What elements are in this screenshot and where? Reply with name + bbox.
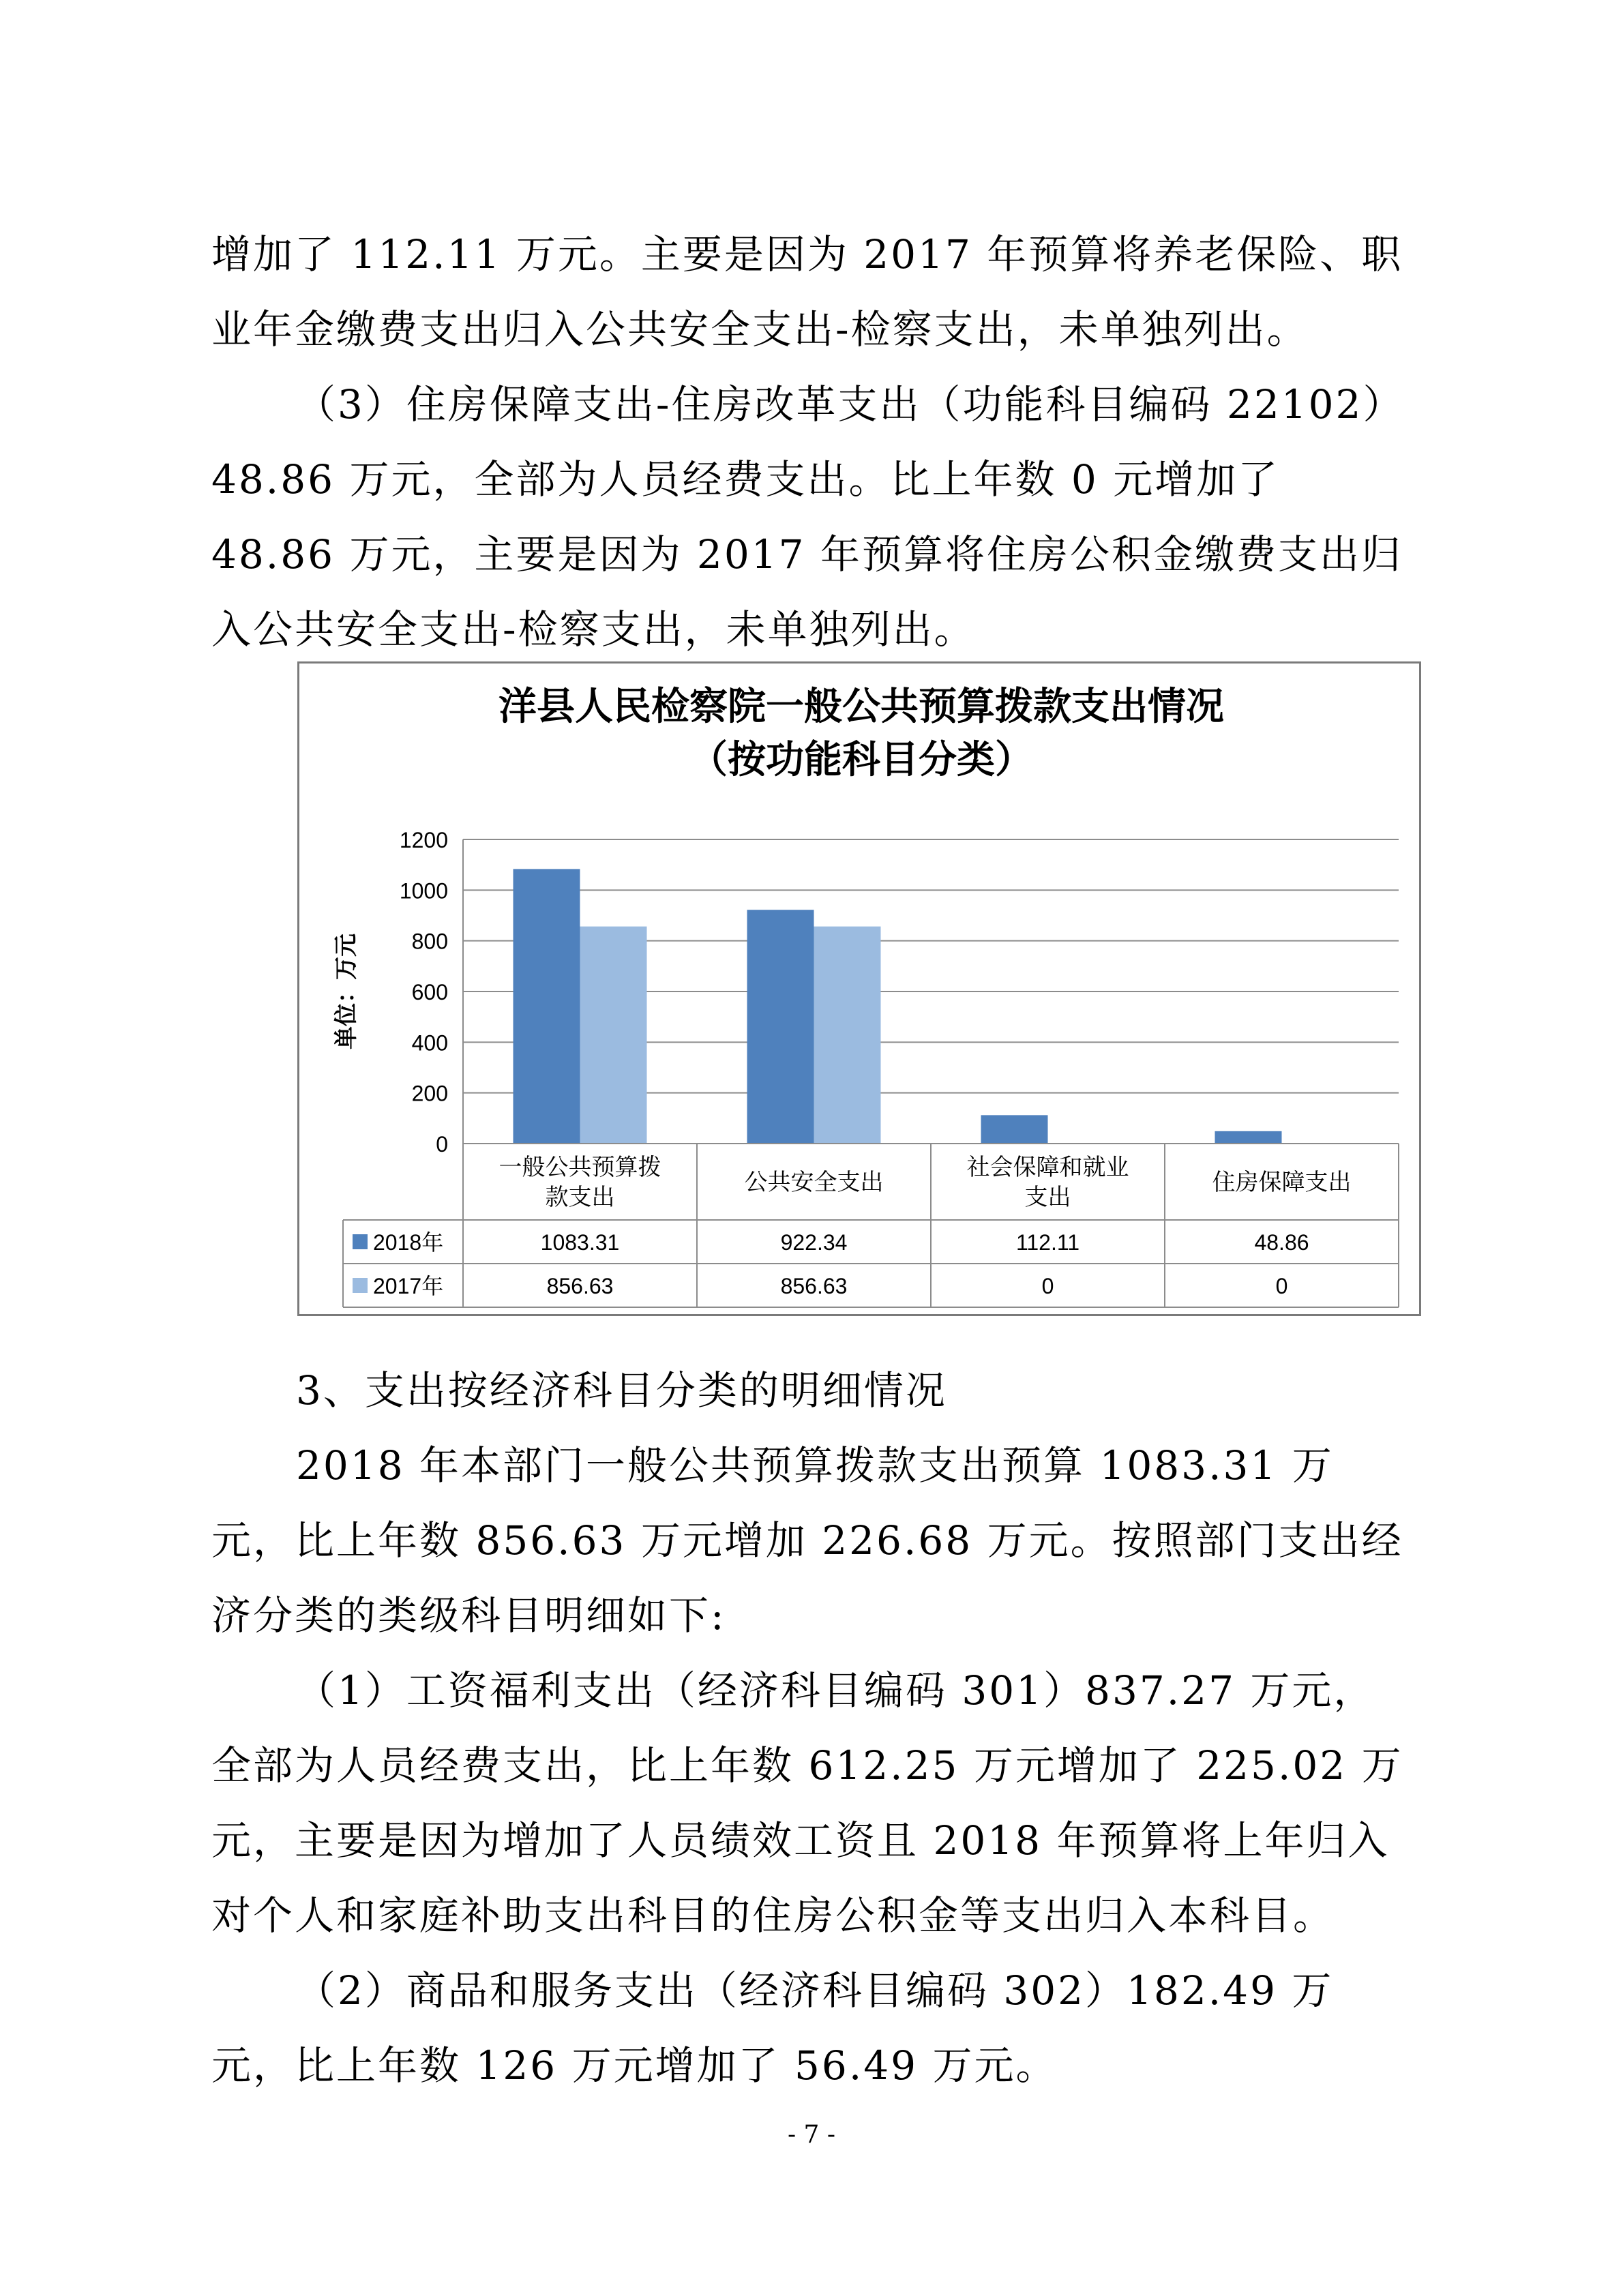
y-tick-label: 1200 xyxy=(399,828,448,852)
y-axis-label: 单位：万元 xyxy=(333,934,359,1049)
paragraph-5: （2）商品和服务支出（经济科目编码 302）182.49 万元，比上年数 126 万元增加了 56.49 万元。 xyxy=(211,1967,1334,2089)
bar-2017年-0 xyxy=(580,927,647,1144)
paragraph-4: （1）工资福利支出（经济科目编码 301）837.27 万元，全部为人员经费支出，比上年数 612.25 万元增加了 225.02 万元，主要是因为增加了人员绩效工资且 2018 年预算将上年归入对个人和家庭补助支出科目的住房公积金等支出归入本科目。 xyxy=(211,1667,1403,1939)
section-heading: 3、支出按经济科目分类的明细情况 xyxy=(296,1367,947,1414)
y-tick-label: 1000 xyxy=(399,878,448,904)
y-tick-label: 600 xyxy=(411,980,448,1004)
data-label: 48.86 xyxy=(1254,1230,1309,1255)
legend-label: 2017年 xyxy=(373,1274,444,1298)
page-number: - 7 - xyxy=(787,2121,836,2149)
x-category-label: 公共安全支出 xyxy=(744,1169,884,1195)
paragraph-3: 2018 年本部门一般公共预算拨款支出预算 1083.31 万元，比上年数 856.63 万元增加 226.68 万元。按照部门支出经济分类的类级科目明细如下: xyxy=(211,1442,1403,1639)
data-label: 1083.31 xyxy=(540,1230,620,1255)
data-label: 0 xyxy=(1041,1274,1054,1298)
legend-swatch-2017年 xyxy=(353,1278,368,1293)
data-label: 112.11 xyxy=(1015,1230,1080,1255)
y-tick-label: 800 xyxy=(411,929,448,954)
paragraph-2: （3）住房保障支出-住房改革支出（功能科目编码 22102）48.86 万元，全部为人员经费支出。比上年数 0 元增加了 48.86 万元，主要是因为 2017 年预算将住房公积金缴费支出归入公共安全支出-检察支出，未单独列出。 xyxy=(211,381,1405,653)
data-label: 922.34 xyxy=(780,1230,848,1255)
legend-swatch-2018年 xyxy=(353,1234,368,1249)
legend-label: 2018年 xyxy=(373,1230,444,1255)
data-label: 0 xyxy=(1275,1274,1288,1298)
data-label: 856.63 xyxy=(780,1274,848,1298)
x-category-label: 支出 xyxy=(1024,1184,1071,1210)
chart-title: 洋县人民检察院一般公共预算拨款支出情况 xyxy=(498,685,1224,728)
bar-2017年-1 xyxy=(814,927,881,1144)
y-tick-label: 200 xyxy=(411,1081,448,1106)
x-category-label: 一般公共预算拨 xyxy=(498,1154,661,1180)
y-tick-label: 400 xyxy=(411,1030,448,1056)
paragraph-1: 增加了 112.11 万元。主要是因为 2017 年预算将养老保险、职业年金缴费支出归入公共安全支出-检察支出，未单独列出。 xyxy=(211,231,1403,353)
bar-2018年-2 xyxy=(981,1115,1048,1144)
x-category-label: 社会保障和就业 xyxy=(966,1154,1129,1180)
y-tick-label: 0 xyxy=(436,1132,448,1157)
x-category-label: 住房保障支出 xyxy=(1212,1169,1352,1195)
data-label: 856.63 xyxy=(546,1274,614,1298)
bar-2018年-0 xyxy=(513,869,580,1144)
bar-2018年-1 xyxy=(747,910,814,1144)
chart-subtitle: （按功能科目分类） xyxy=(689,738,1033,781)
bar-2018年-3 xyxy=(1215,1131,1282,1144)
bar-chart xyxy=(299,664,1423,1318)
x-category-label: 款支出 xyxy=(545,1184,615,1210)
chart-container xyxy=(297,661,1421,1316)
